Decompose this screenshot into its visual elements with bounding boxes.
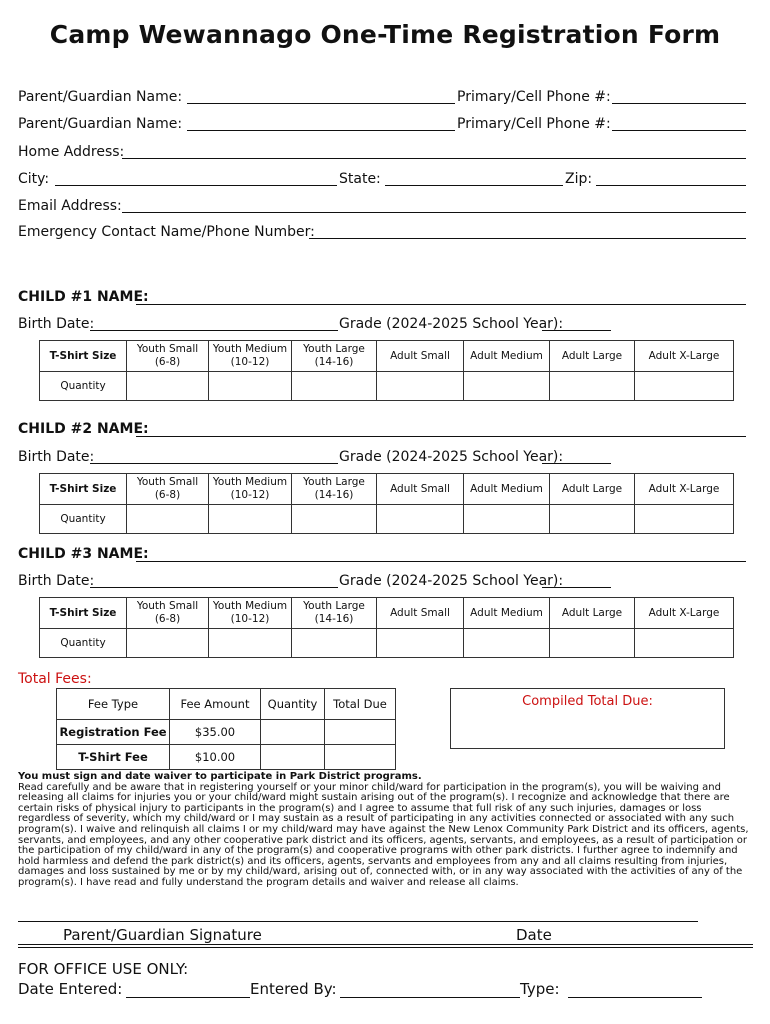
child2-name-label: CHILD #2 NAME: bbox=[18, 421, 149, 437]
phone2-input[interactable] bbox=[612, 130, 746, 131]
registration-fee-total[interactable] bbox=[325, 720, 396, 745]
child3-birth-label: Birth Date: bbox=[18, 573, 95, 589]
phone1-label: Primary/Cell Phone #: bbox=[457, 89, 611, 105]
size-header: Adult X-Large bbox=[635, 474, 734, 505]
size-header: Adult Medium bbox=[464, 474, 550, 505]
child1-name-label: CHILD #1 NAME: bbox=[18, 289, 149, 305]
total-due-header: Total Due bbox=[325, 689, 396, 720]
quantity-cell[interactable] bbox=[292, 629, 377, 658]
quantity-cell[interactable] bbox=[464, 505, 550, 534]
child3-name-input[interactable] bbox=[136, 561, 746, 562]
registration-fee-quantity[interactable] bbox=[261, 720, 325, 745]
quantity-cell[interactable] bbox=[550, 505, 635, 534]
size-header bbox=[292, 341, 377, 372]
quantity-cell[interactable] bbox=[127, 505, 209, 534]
size-name: Youth Medium bbox=[212, 476, 288, 488]
quantity-cell[interactable] bbox=[635, 372, 734, 401]
quantity-label: Quantity bbox=[40, 629, 127, 658]
parent1-label: Parent/Guardian Name: bbox=[18, 89, 183, 105]
type-label: Type: bbox=[520, 980, 560, 998]
size-header: Adult Large bbox=[550, 598, 635, 629]
waiver-text bbox=[18, 772, 753, 889]
zip-label: Zip: bbox=[565, 171, 593, 187]
size-header bbox=[209, 341, 292, 372]
signature-label: Parent/Guardian Signature bbox=[63, 926, 262, 944]
date-entered-label: Date Entered: bbox=[18, 980, 123, 998]
date-label: Date bbox=[516, 926, 552, 944]
size-range: (6-8) bbox=[154, 356, 181, 368]
child2-shirt-table bbox=[39, 473, 734, 534]
quantity-cell[interactable] bbox=[292, 505, 377, 534]
address-label: Home Address: bbox=[18, 144, 125, 160]
size-range: (6-8) bbox=[154, 613, 181, 625]
email-label: Email Address: bbox=[18, 198, 122, 214]
size-header: Adult Small bbox=[377, 341, 464, 372]
quantity-cell[interactable] bbox=[209, 372, 292, 401]
total-fees-title: Total Fees: bbox=[18, 671, 92, 687]
tshirt-fee-total[interactable] bbox=[325, 745, 396, 770]
city-label: City: bbox=[18, 171, 50, 187]
size-header bbox=[127, 598, 209, 629]
quantity-cell[interactable] bbox=[377, 505, 464, 534]
size-header bbox=[292, 474, 377, 505]
size-header: Adult Large bbox=[550, 341, 635, 372]
size-header bbox=[127, 474, 209, 505]
parent2-input[interactable] bbox=[187, 130, 455, 131]
fee-type-header: Fee Type bbox=[57, 689, 170, 720]
quantity-label: Quantity bbox=[40, 372, 127, 401]
size-header bbox=[209, 474, 292, 505]
child1-birth-input[interactable] bbox=[90, 330, 338, 331]
size-name: Youth Small bbox=[136, 600, 199, 612]
shirt-size-label: T-Shirt Size bbox=[40, 341, 127, 372]
child2-name-input[interactable] bbox=[136, 436, 746, 437]
size-header: Adult Small bbox=[377, 474, 464, 505]
size-header: Adult X-Large bbox=[635, 341, 734, 372]
size-range: (14-16) bbox=[314, 613, 354, 625]
waiver-body: Read carefully and be aware that in registering yourself or your minor child/ward for participation in the program(s), you will be waiving and releasing all claims for injuries you or your child/ward might sustain arising out of the program(s). I recognize and acknowledge that there are certain risks of physical injury to participants in the program(s) and I agree to assume that full risk of any such injuries, damages or loss regardless of severity, which my child/ward or I may sustain as a result of participating in any activities connected or associated with any such program(s). I waive and relinquish all claims I or my child/ward may have against the New Lenox Community Park District and its officers, agents, servants, and employees, and any other cooperative park district and its officers, agents, servants, and employees, as a result of participation or the participation of my child/ward in any of the program(s) and cooperative programs with other park districts. I further agree to indemnify and hold harmless and defend the park district(s) and its officers, agents, servants and employees from any and all claims resulting from injuries, damages and loss sustained by me or by my child/ward, arising out of, connected with, or in any way associated with the activities of any of the program(s). I have read and fully understand the program details and waiver and release all claims. bbox=[18, 781, 749, 888]
child1-grade-label: Grade (2024-2025 School Year): bbox=[339, 316, 564, 332]
parent1-input[interactable] bbox=[187, 103, 455, 104]
child2-birth-input[interactable] bbox=[90, 463, 338, 464]
quantity-cell[interactable] bbox=[550, 372, 635, 401]
quantity-cell[interactable] bbox=[377, 629, 464, 658]
emergency-input[interactable] bbox=[309, 238, 746, 239]
page-title: Camp Wewannago One-Time Registration Form bbox=[49, 20, 721, 49]
quantity-cell[interactable] bbox=[377, 372, 464, 401]
quantity-cell[interactable] bbox=[292, 372, 377, 401]
child2-grade-input[interactable] bbox=[542, 463, 611, 464]
size-range: (14-16) bbox=[314, 489, 354, 501]
size-range: (10-12) bbox=[230, 613, 270, 625]
size-header: Adult Medium bbox=[464, 341, 550, 372]
size-range: (10-12) bbox=[230, 356, 270, 368]
quantity-label: Quantity bbox=[40, 505, 127, 534]
size-header bbox=[127, 341, 209, 372]
tshirt-fee-amount: $10.00 bbox=[170, 745, 261, 770]
size-header bbox=[292, 598, 377, 629]
size-header: Adult X-Large bbox=[635, 598, 734, 629]
compiled-total-label: Compiled Total Due: bbox=[522, 694, 653, 709]
child3-grade-input[interactable] bbox=[542, 587, 611, 588]
size-name: Youth Large bbox=[303, 343, 365, 355]
child1-name-input[interactable] bbox=[136, 304, 746, 305]
type-input[interactable] bbox=[568, 997, 702, 998]
child3-grade-label: Grade (2024-2025 School Year): bbox=[339, 573, 564, 589]
child2-birth-label: Birth Date: bbox=[18, 449, 95, 465]
quantity-cell[interactable] bbox=[635, 629, 734, 658]
entered-by-input[interactable] bbox=[340, 997, 520, 998]
quantity-cell[interactable] bbox=[209, 505, 292, 534]
shirt-size-label: T-Shirt Size bbox=[40, 474, 127, 505]
quantity-cell[interactable] bbox=[464, 629, 550, 658]
size-name: Youth Large bbox=[303, 476, 365, 488]
size-range: (6-8) bbox=[154, 489, 181, 501]
entered-by-label: Entered By: bbox=[250, 980, 337, 998]
child1-shirt-table bbox=[39, 340, 734, 401]
child1-grade-input[interactable] bbox=[542, 330, 611, 331]
email-input[interactable] bbox=[122, 212, 746, 213]
tshirt-fee-quantity[interactable] bbox=[261, 745, 325, 770]
quantity-cell[interactable] bbox=[127, 372, 209, 401]
double-divider bbox=[18, 944, 753, 948]
office-heading: FOR OFFICE USE ONLY: bbox=[18, 960, 189, 978]
size-name: Youth Large bbox=[303, 600, 365, 612]
size-name: Youth Medium bbox=[212, 343, 288, 355]
size-header: Adult Small bbox=[377, 598, 464, 629]
zip-input[interactable] bbox=[596, 185, 746, 186]
size-range: (10-12) bbox=[230, 489, 270, 501]
size-name: Youth Medium bbox=[212, 600, 288, 612]
tshirt-fee-label: T-Shirt Fee bbox=[57, 745, 170, 770]
registration-fee-label: Registration Fee bbox=[57, 720, 170, 745]
emergency-label: Emergency Contact Name/Phone Number: bbox=[18, 224, 315, 240]
phone2-label: Primary/Cell Phone #: bbox=[457, 116, 611, 132]
quantity-cell[interactable] bbox=[464, 372, 550, 401]
child2-grade-label: Grade (2024-2025 School Year): bbox=[339, 449, 564, 465]
fee-amount-header: Fee Amount bbox=[170, 689, 261, 720]
child3-birth-input[interactable] bbox=[90, 587, 338, 588]
phone1-input[interactable] bbox=[612, 103, 746, 104]
quantity-cell[interactable] bbox=[550, 629, 635, 658]
quantity-cell[interactable] bbox=[635, 505, 734, 534]
compiled-total-box[interactable] bbox=[450, 688, 725, 749]
state-label: State: bbox=[339, 171, 381, 187]
quantity-header: Quantity bbox=[261, 689, 325, 720]
child1-birth-label: Birth Date: bbox=[18, 316, 95, 332]
fees-table bbox=[56, 688, 396, 770]
child3-shirt-table bbox=[39, 597, 734, 658]
state-input[interactable] bbox=[385, 185, 563, 186]
child3-name-label: CHILD #3 NAME: bbox=[18, 546, 149, 562]
date-entered-input[interactable] bbox=[126, 997, 250, 998]
shirt-size-label: T-Shirt Size bbox=[40, 598, 127, 629]
address-input[interactable] bbox=[122, 158, 746, 159]
size-name: Youth Small bbox=[136, 476, 199, 488]
parent2-label: Parent/Guardian Name: bbox=[18, 116, 183, 132]
size-header: Adult Large bbox=[550, 474, 635, 505]
size-range: (14-16) bbox=[314, 356, 354, 368]
quantity-cell[interactable] bbox=[127, 629, 209, 658]
quantity-cell[interactable] bbox=[209, 629, 292, 658]
size-header: Adult Medium bbox=[464, 598, 550, 629]
waiver-heading: You must sign and date waiver to participate in Park District programs. bbox=[18, 771, 422, 782]
size-header bbox=[209, 598, 292, 629]
size-name: Youth Small bbox=[136, 343, 199, 355]
city-input[interactable] bbox=[55, 185, 337, 186]
signature-line[interactable] bbox=[18, 921, 698, 922]
registration-fee-amount: $35.00 bbox=[170, 720, 261, 745]
